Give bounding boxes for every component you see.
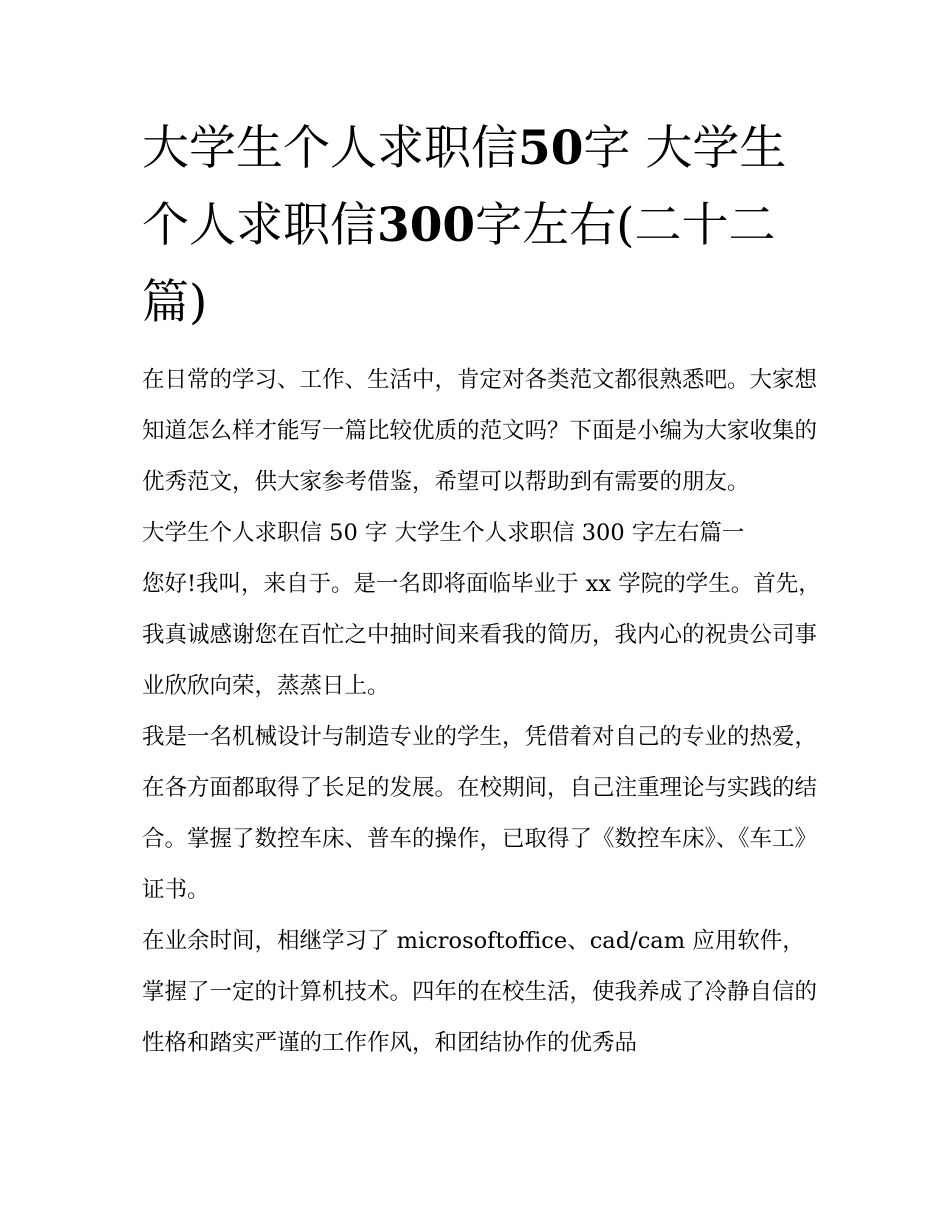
skills-paragraph: 在业余时间，相继学习了 microsoftoffice、cad/cam 应用软件，掌握了一定的计算机技术。四年的在校生活，使我养成了冷静自信的性格和踏实严谨的工作作风，和团结协作的优秀品 (142, 928, 818, 1056)
title-part-3: 字左右(二十二篇) (142, 198, 776, 330)
title-part-1: 大学生个人求职信 (142, 121, 518, 176)
greeting-paragraph: 您好!我叫，来自于。是一名即将面临毕业于 xx 学院的学生。首先，我真诚感谢您在百忙之中抽时间来看我的简历，我内心的祝贵公司事业欣欣向荣，蒸蒸日上。 (142, 571, 821, 699)
title-number-2: 300 (377, 198, 476, 253)
title-part-2: 字 大学生个人求职信 (142, 121, 787, 253)
document-page (142, 110, 822, 1069)
document-title (142, 110, 822, 341)
title-number-1: 50 (518, 121, 584, 176)
major-paragraph: 我是一名机械设计与制造专业的学生，凭借着对自己的专业的热爱，在各方面都取得了长足的发展。在校期间，自己注重理论与实践的结合。掌握了数控车床、普车的操作，已取得了《数控车床》、《车工》证书。 (142, 724, 818, 903)
section-heading: 大学生个人求职信 50 字 大学生个人求职信 300 字左右篇一 (142, 520, 745, 546)
intro-paragraph: 在日常的学习、工作、生活中，肯定对各类范文都很熟悉吧。大家想知道怎么样才能写一篇比较优质的范文吗？下面是小编为大家收集的优秀范文，供大家参考借鉴，希望可以帮助到有需要的朋友。 (142, 367, 818, 495)
